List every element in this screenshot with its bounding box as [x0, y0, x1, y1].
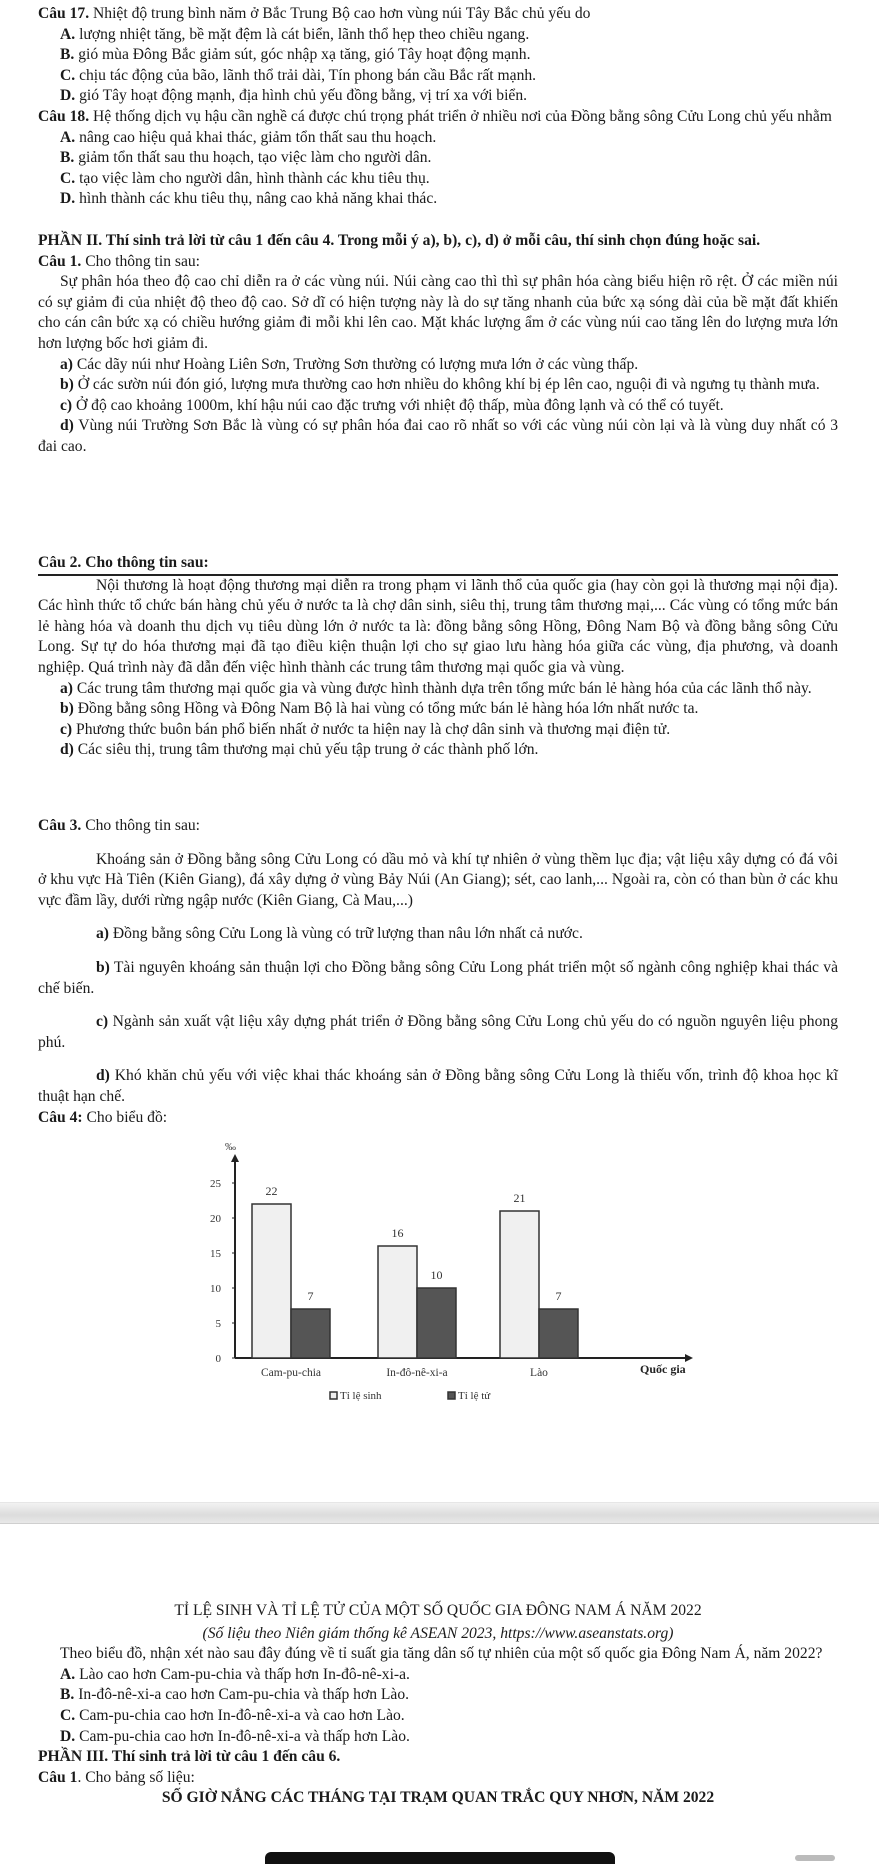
question-intro: Cho biểu đồ:	[82, 1108, 168, 1126]
question-text: Hệ thống dịch vụ hậu cần nghề cá được chú trọng phát triển ở nhiều nơi của Đồng bằng sông Cửu Long chủ yếu nhằm	[89, 108, 832, 125]
item-a: a) Đồng bằng sông Cửu Long là vùng có trữ lượng than nâu lớn nhất cả nước.	[96, 925, 583, 943]
section-heading: PHẦN III. Thí sinh trả lời từ câu 1 đến câu 6.	[38, 1748, 341, 1766]
x-tick-label: In-đô-nê-xi-a	[386, 1367, 448, 1379]
option-b: B. In-đô-nê-xi-a cao hơn Cam-pu-chia và thấp hơn Lào.	[60, 1686, 410, 1704]
y-tick-label: 20	[210, 1213, 221, 1225]
option-d: D. gió Tây hoạt động mạnh, địa hình chủ yếu đồng bằng, vị trí xa với biển.	[60, 87, 528, 105]
data-label: 10	[430, 1268, 443, 1282]
bar-death-rate	[291, 1309, 330, 1358]
item-c: c) Ở độ cao khoảng 1000m, khí hậu núi cao đặc trưng với nhiệt độ thấp, mùa đông lạnh và có thể có tuyết.	[60, 396, 724, 414]
y-tick-label: 10	[210, 1283, 221, 1295]
data-label: 21	[513, 1191, 526, 1205]
item-b: b) Ở các sườn núi đón gió, lượng mưa thường cao hơn nhiều do không khí bị ép lên cao, nguội đi và ngưng tụ thành mưa.	[60, 376, 820, 394]
chart-title: TỈ LỆ SINH VÀ TỈ LỆ TỬ CỦA MỘT SỐ QUỐC GIA ĐÔNG NAM Á NĂM 2022	[174, 1602, 702, 1619]
item-d: d) Khó khăn chủ yếu với việc khai thác khoáng sản ở Đồng bằng sông Cửu Long là thiếu vốn, trình độ khoa học kĩ thuật hạn chế.	[38, 1067, 838, 1105]
y-axis-arrow	[231, 1154, 239, 1162]
question-2	[38, 553, 838, 761]
y-tick-label: 25	[210, 1178, 221, 1190]
table-title: SỐ GIỜ NẮNG CÁC THÁNG TẠI TRẠM QUAN TRẮC QUY NHƠN, NĂM 2022	[161, 1789, 715, 1807]
question-intro: Cho thông tin sau:	[81, 252, 201, 270]
item-b: b) Đồng bằng sông Hồng và Đông Nam Bộ là hai vùng có tổng mức bán lẻ hàng hóa lớn nhất nước ta.	[60, 700, 699, 718]
section-heading: PHẦN II. Thí sinh trả lời từ câu 1 đến câu 4. Trong mỗi ý a), b), c), d) ở mỗi câu, thí sinh chọn đúng hoặc sai.	[38, 232, 761, 249]
question-intro: Cho thông tin sau:	[81, 817, 201, 834]
data-label: 7	[555, 1289, 562, 1303]
legend-label: Tỉ lệ tử	[458, 1390, 491, 1402]
data-label: 22	[265, 1184, 278, 1198]
passage: Khoáng sản ở Đồng bằng sông Cửu Long có dầu mỏ và khí tự nhiên ở vùng thềm lục địa; vật liệu xây dựng có đá vôi ở khu vực Hà Tiên (Kiên Giang), đá xây dựng ở vùng Bảy Núi (An Giang); sét, cao lanh,... Ngoài ra, còn có than bùn ở các khu vực đầm lầy, dưới rừng ngập nước (Kiên Giang, Cà Mau,...)	[38, 850, 838, 909]
question-number: Câu 4:	[38, 1108, 83, 1126]
chart-source: (Số liệu theo Niên giám thống kê ASEAN 2023, https://www.aseanstats.org)	[202, 1624, 674, 1642]
question-text: Theo biểu đồ, nhận xét nào sau đây đúng về tỉ suất gia tăng dân số tự nhiên của một số quốc gia Đông Nam Á, năm 2022?	[60, 1645, 823, 1663]
part-2	[38, 231, 838, 458]
question-18	[38, 107, 838, 210]
item-d: d) Vùng núi Trường Sơn Bắc là vùng có sự phân hóa đai cao rõ nhất so với các vùng núi còn lại và là vùng duy nhất có 3 đai cao.	[38, 417, 838, 455]
question-number: Câu 3.	[38, 817, 82, 834]
option-a: A. Lào cao hơn Cam-pu-chia và thấp hơn In-đô-nê-xi-a.	[60, 1665, 410, 1683]
question-number: Câu 1.	[38, 252, 82, 270]
bar-death-rate	[417, 1288, 456, 1358]
item-a: a) Các trung tâm thương mại quốc gia và vùng được hình thành dựa trên tổng mức bán lẻ hàng hóa của các lãnh thổ này.	[60, 679, 812, 697]
option-a: A. nâng cao hiệu quả khai thác, giảm tổn thất sau thu hoạch.	[60, 128, 437, 146]
option-a: A. lượng nhiệt tăng, bề mặt đệm là cát biển, lãnh thổ hẹp theo chiều ngang.	[60, 25, 530, 43]
y-axis-label: ‰	[225, 1141, 236, 1153]
option-c: C. tạo việc làm cho người dân, hình thành các khu tiêu thụ.	[60, 169, 430, 187]
passage: Nội thương là hoạt động thương mại diễn ra trong phạm vi lãnh thổ của quốc gia (hay còn gọi là thương mại nội địa). Các hình thức tổ chức bán hàng chủ yếu ở nước ta là chợ dân sinh, siêu thị, trung tâm thương mại,... Các vùng có tổng mức bán lẻ hàng hóa và doanh thu dịch vụ tiêu dùng lớn ở nước ta là: đồng bằng sông Hồng, Đông Nam Bộ và đồng bằng sông Cửu Long. Sự tự do hóa thương mại đã tạo điều kiện thuận lợi cho sự giao lưu hàng hóa giữa các vùng, địa phương, và doanh nghiệp. Quá trình này đã dẫn đến việc hình thành các trung tâm thương mại quốc gia và vùng.	[38, 576, 838, 676]
table-header-bar	[265, 1852, 615, 1864]
bar-chart	[150, 1130, 730, 1410]
x-tick-label: Lào	[530, 1367, 548, 1379]
option-b: B. giảm tổn thất sau thu hoạch, tạo việc làm cho người dân.	[60, 149, 432, 167]
question-4-body	[38, 1601, 838, 1809]
x-axis-arrow	[685, 1354, 693, 1362]
bar-birth-rate	[500, 1211, 539, 1358]
y-tick-label: 0	[215, 1353, 221, 1365]
question-number: Câu 18.	[38, 108, 90, 125]
option-c: C. chịu tác động của bão, lãnh thổ trải dài, Tín phong bán cầu Bắc rất mạnh.	[60, 66, 537, 84]
item-c: c) Ngành sản xuất vật liệu xây dựng phát triển ở Đồng bằng sông Cửu Long chủ yếu do có nguồn nguyên liệu phong phú.	[38, 1013, 838, 1051]
y-tick-label: 5	[215, 1318, 221, 1330]
option-c: C. Cam-pu-chia cao hơn In-đô-nê-xi-a và cao hơn Lào.	[60, 1706, 405, 1724]
item-b: b) Tài nguyên khoáng sản thuận lợi cho Đồng bằng sông Cửu Long phát triển một số ngành công nghiệp khai thác và chế biến.	[38, 958, 838, 997]
y-tick-label: 15	[210, 1248, 221, 1260]
bar-birth-rate	[378, 1246, 417, 1358]
table-header-fragment	[795, 1855, 835, 1861]
legend-swatch	[330, 1392, 337, 1399]
item-d: d) Các siêu thị, trung tâm thương mại chủ yếu tập trung ở các thành phố lớn.	[60, 741, 539, 759]
legend-swatch	[448, 1392, 455, 1399]
item-a: a) Các dãy núi như Hoàng Liên Sơn, Trường Sơn thường có lượng mưa lớn ở các vùng thấp.	[60, 355, 639, 373]
page-separator	[0, 1502, 879, 1524]
question-intro: . Cho bảng số liệu:	[77, 1768, 195, 1786]
data-label: 7	[307, 1289, 314, 1303]
option-d: D. Cam-pu-chia cao hơn In-đô-nê-xi-a và thấp hơn Lào.	[60, 1727, 410, 1745]
data-label: 16	[391, 1226, 404, 1240]
bar-birth-rate	[252, 1204, 291, 1358]
question-text: Nhiệt độ trung bình năm ở Bắc Trung Bộ cao hơn vùng núi Tây Bắc chủ yếu do	[89, 5, 591, 22]
question-number: Câu 1	[38, 1768, 78, 1786]
passage: Sự phân hóa theo độ cao chỉ diễn ra ở các vùng núi. Núi càng cao thì thì sự phân hóa càng biểu hiện rõ rệt. Ở các miền núi có sự giảm đi của nhiệt độ theo độ cao. Sở dĩ có hiện tượng này là do sự tăng nhanh của bức xạ sóng dài của bề mặt đất khiến cho cán cân bức xạ có chiều hướng giảm đi mỗi khi lên cao. Mặt khác lượng ẩm ở các vùng núi cao tăng lên do lượng mưa lớn hơn lượng bốc hơi giảm đi.	[38, 273, 838, 352]
bar-death-rate	[539, 1309, 578, 1358]
question-3	[38, 816, 838, 1128]
option-d: D. hình thành các khu tiêu thụ, nâng cao khả năng khai thác.	[60, 190, 438, 208]
x-tick-label: Cam-pu-chia	[260, 1367, 322, 1379]
legend-label: Tỉ lệ sinh	[340, 1390, 382, 1402]
option-b: B. gió mùa Đông Bắc giảm sút, góc nhập xạ tăng, gió Tây hoạt động mạnh.	[60, 46, 531, 64]
x-axis-label: Quốc gia	[640, 1362, 686, 1376]
question-number: Câu 17.	[38, 5, 90, 22]
item-c: c) Phương thức buôn bán phổ biến nhất ở nước ta hiện nay là chợ dân sinh và thương mại điện tử.	[60, 720, 671, 738]
question-17	[38, 4, 838, 107]
question-heading: Câu 2. Cho thông tin sau:	[38, 554, 209, 571]
